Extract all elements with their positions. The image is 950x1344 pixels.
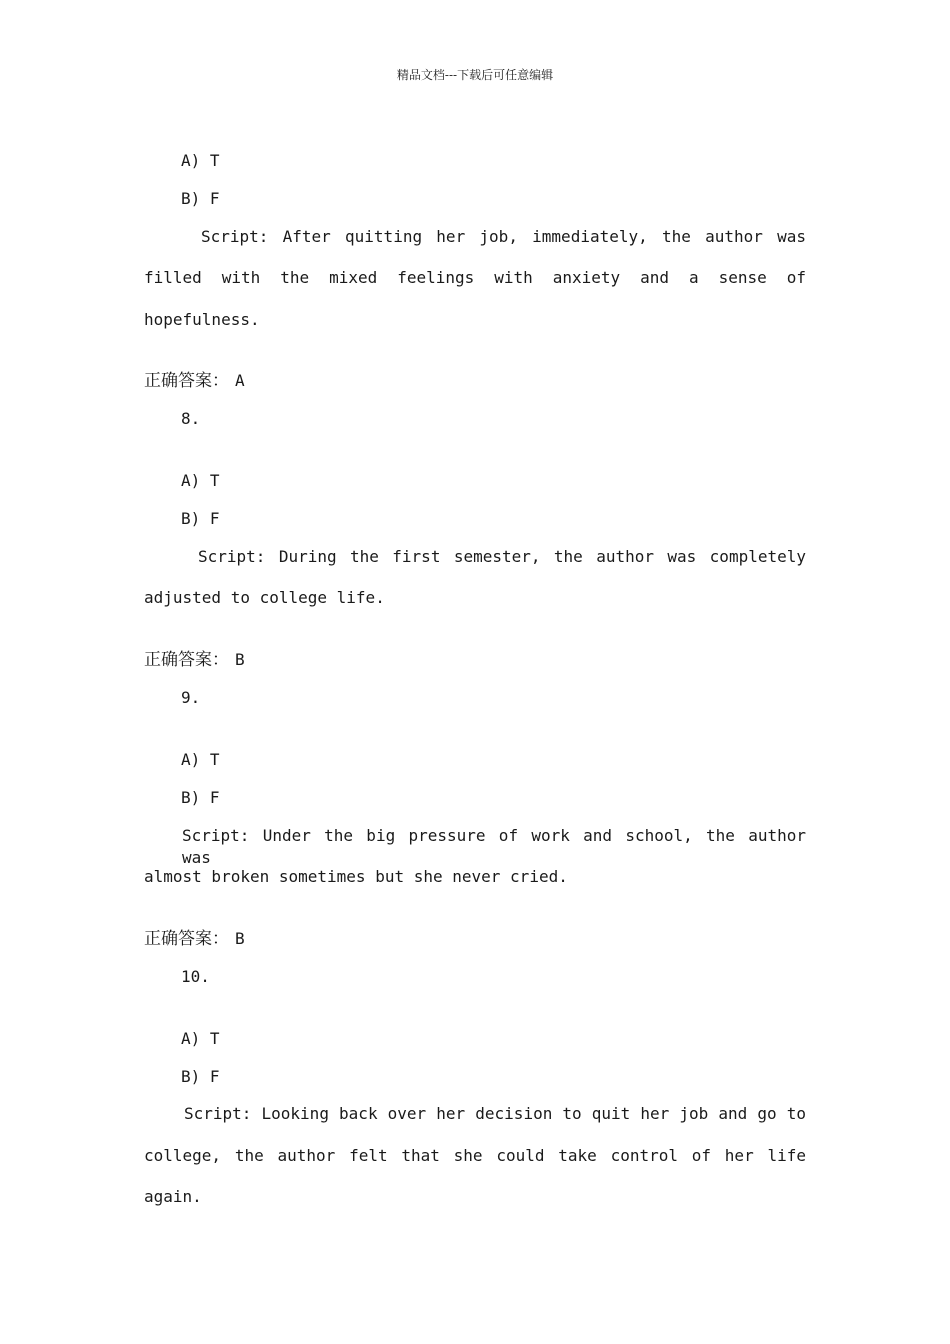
option-b: B) F xyxy=(181,1067,220,1086)
script-line: Script: Looking back over her decision to quit her job and go to xyxy=(184,1104,806,1123)
answer-label: 正确答案： xyxy=(144,929,229,949)
answer-label: 正确答案： xyxy=(144,650,229,670)
question-number: 9. xyxy=(181,688,201,707)
script-line: Script: After quitting her job, immediately, the author was xyxy=(201,227,806,246)
option-a: A) T xyxy=(181,1029,220,1048)
page-header: 精品文档---下载后可任意编辑 xyxy=(396,68,554,82)
correct-answer xyxy=(144,649,245,671)
correct-answer xyxy=(144,928,245,950)
answer-value: B xyxy=(235,650,245,669)
option-b: B) F xyxy=(181,509,220,528)
script-line: almost broken sometimes but she never cried. xyxy=(144,867,568,886)
question-number: 10. xyxy=(181,967,210,986)
answer-value: A xyxy=(235,371,245,390)
correct-answer xyxy=(144,370,245,392)
option-a: A) T xyxy=(181,750,220,769)
option-b: B) F xyxy=(181,189,220,208)
script-line: Script: During the first semester, the author was completely xyxy=(198,547,806,566)
option-b: B) F xyxy=(181,788,220,807)
question-number: 8. xyxy=(181,409,201,428)
script-line: again. xyxy=(144,1187,202,1206)
script-line: filled with the mixed feelings with anxiety and a sense of xyxy=(144,268,806,287)
answer-value: B xyxy=(235,929,245,948)
answer-label: 正确答案： xyxy=(144,371,229,391)
script-line: adjusted to college life. xyxy=(144,588,385,607)
option-a: A) T xyxy=(181,471,220,490)
script-line: Script: Under the big pressure of work and school, the author was xyxy=(182,826,806,867)
script-line: college, the author felt that she could take control of her life xyxy=(144,1146,806,1165)
option-a: A) T xyxy=(181,151,220,170)
script-line: hopefulness. xyxy=(144,310,260,329)
